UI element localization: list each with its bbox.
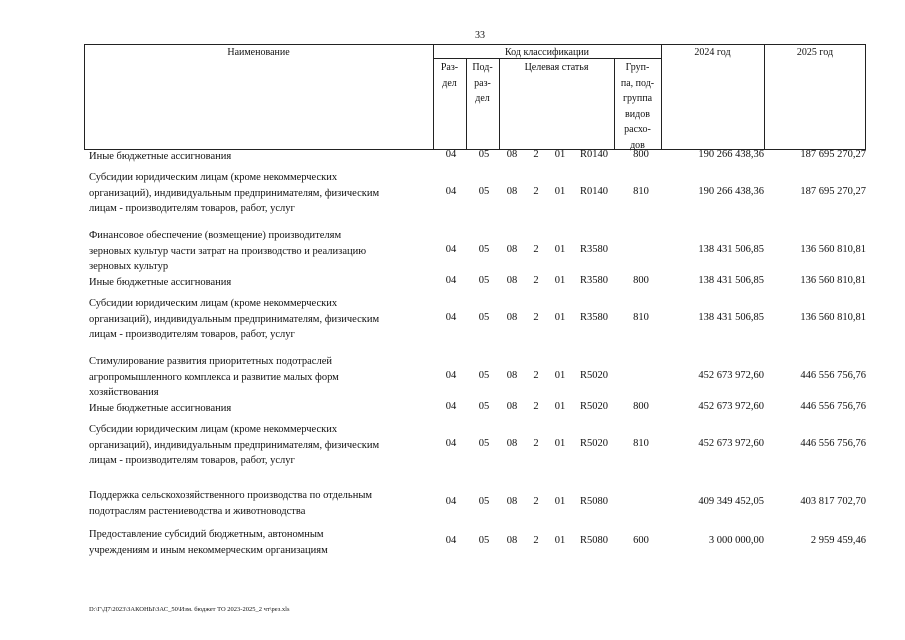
cell-target-event: 01 [554,401,566,412]
cell-amount-2025: 136 560 810,81 [800,243,866,255]
cell-name-line: Иные бюджетные ассигнования [89,277,232,288]
cell-target-direction: R5020 [579,401,608,412]
cell-target-subprogram: 2 [533,149,539,160]
cell-target-direction: R3580 [579,243,608,255]
cell-amount-2025: 446 556 756,76 [800,401,866,412]
page-number: 33 [475,30,485,41]
header-podrazdel-line: Под- [472,62,493,73]
cell-podrazdel: 05 [478,243,490,255]
cell-amount-2024: 138 431 506,85 [698,275,764,286]
cell-target-subprogram: 2 [533,243,539,255]
cell-target-event: 01 [554,369,566,381]
cell-target-event: 01 [554,496,566,507]
cell-expense-group: 800 [633,401,649,412]
cell-target-direction: R3580 [579,311,608,323]
column-divider [661,44,662,150]
cell-target-subprogram: 2 [533,369,539,381]
cell-target-event: 01 [554,311,566,323]
cell-podrazdel: 05 [478,311,490,323]
cell-target-direction: R3580 [579,275,608,286]
header-podrazdel-line: дел [475,93,490,104]
cell-name [89,422,429,469]
header-group-line: видов [625,108,650,120]
cell-expense-group: 800 [633,149,649,160]
cell-amount-2024: 452 673 972,60 [698,437,764,449]
cell-amount-2024: 452 673 972,60 [698,369,764,381]
header-group-line: Груп- [625,62,650,73]
cell-target-event: 01 [554,535,566,546]
cell-expense-group: 810 [633,311,649,323]
cell-target-event: 01 [554,437,566,449]
cell-razdel: 04 [445,496,457,507]
cell-name [89,149,429,165]
cell-podrazdel: 05 [478,496,490,507]
header-target: Целевая статья [524,62,589,73]
cell-razdel: 04 [445,437,457,449]
cell-target-subprogram: 2 [533,275,539,286]
cell-podrazdel: 05 [478,401,490,412]
cell-name-line: хозяйствования [89,387,159,398]
cell-target-event: 01 [554,243,566,255]
cell-podrazdel: 05 [478,275,490,286]
cell-amount-2024: 409 349 452,05 [698,496,764,507]
cell-name-line: организаций), индивидуальным предпринимателям, физическим [89,187,380,199]
cell-amount-2024: 190 266 438,36 [698,185,764,197]
header-razdel-line: дел [442,77,457,89]
cell-target-direction: R5080 [579,535,608,546]
cell-name [89,275,429,291]
cell-expense-group: 800 [633,275,649,286]
cell-name-line: Стимулирование развития приоритетных подотраслей [89,356,332,367]
cell-name-line: зерновых культур части затрат на производство и реализацию [89,245,367,257]
cell-name-line: Поддержка сельскохозяйственного производства по отдельным [89,490,373,501]
cell-amount-2025: 2 959 459,46 [810,535,866,546]
cell-target-direction: R5080 [579,496,608,507]
file-path-footer: D:\Г\Д7\2023\ЗАКОНЫ\ЗАС_50\Изм. бюджет ТО 2023-2025_2 чт\рез.xls [89,606,290,613]
header-name: Наименование [227,47,290,58]
cell-amount-2025: 446 556 756,76 [800,369,866,381]
column-divider [764,44,765,150]
cell-name [89,401,429,417]
cell-target-subprogram: 2 [533,496,539,507]
cell-name [89,527,429,558]
cell-target-subprogram: 2 [533,185,539,197]
cell-target-subprogram: 2 [533,535,539,546]
cell-target-event: 01 [554,275,566,286]
cell-podrazdel: 05 [478,185,490,197]
header-podrazdel [466,60,499,107]
cell-razdel: 04 [445,369,457,381]
header-group-line: расхо- [624,124,651,135]
cell-name-line: Финансовое обеспечение (возмещение) производителям [89,230,342,241]
header-razdel [433,60,466,91]
cell-amount-2025: 187 695 270,27 [800,149,866,160]
cell-name-line: Предоставление субсидий бюджетным, автономным [89,529,324,540]
cell-name-line: организаций), индивидуальным предпринимателям, физическим [89,313,380,325]
cell-amount-2024: 3 000 000,00 [708,535,764,546]
cell-name-line: Иные бюджетные ассигнования [89,403,232,414]
cell-name-line: агропромышленного комплекса и развитие малых форм [89,371,339,383]
cell-razdel: 04 [445,535,457,546]
cell-target-program: 08 [506,243,518,255]
cell-amount-2025: 403 817 702,70 [800,496,866,507]
header-podrazdel-line: раз- [474,77,491,89]
cell-amount-2025: 136 560 810,81 [800,311,866,323]
cell-name [89,488,429,519]
cell-target-direction: R5020 [579,437,608,449]
cell-name-line: учреждениям и иным некоммерческим организациям [89,544,328,556]
cell-name-line: Иные бюджетные ассигнования [89,151,232,162]
header-year-2024: 2024 год [694,47,731,58]
cell-target-program: 08 [506,535,518,546]
cell-target-direction: R0140 [579,185,608,197]
cell-name-line: Субсидии юридическим лицам (кроме некоммерческих [89,298,338,309]
cell-expense-group: 810 [633,185,649,197]
cell-razdel: 04 [445,311,457,323]
header-group [614,60,661,153]
cell-target-program: 08 [506,437,518,449]
cell-target-event: 01 [554,185,566,197]
cell-amount-2025: 446 556 756,76 [800,437,866,449]
cell-name-line: лицам - производителям товаров, работ, услуг [89,455,295,466]
cell-target-subprogram: 2 [533,311,539,323]
cell-target-program: 08 [506,311,518,323]
cell-target-direction: R5020 [579,369,608,381]
cell-podrazdel: 05 [478,149,490,160]
cell-target-program: 08 [506,275,518,286]
cell-target-program: 08 [506,496,518,507]
cell-target-program: 08 [506,369,518,381]
header-group-line: па, под- [620,77,655,89]
cell-target-program: 08 [506,401,518,412]
cell-name [89,228,429,275]
cell-name-line: зерновых культур [89,261,169,272]
cell-podrazdel: 05 [478,369,490,381]
cell-razdel: 04 [445,401,457,412]
cell-name-line: Субсидии юридическим лицам (кроме некоммерческих [89,172,338,183]
cell-target-program: 08 [506,185,518,197]
cell-amount-2024: 452 673 972,60 [698,401,764,412]
header-year-2025: 2025 год [796,47,834,58]
cell-podrazdel: 05 [478,535,490,546]
cell-target-subprogram: 2 [533,437,539,449]
cell-target-program: 08 [506,149,518,160]
cell-name [89,170,429,217]
cell-amount-2025: 136 560 810,81 [800,275,866,286]
header-group-line: дов [630,139,645,151]
cell-razdel: 04 [445,243,457,255]
cell-target-event: 01 [554,149,566,160]
cell-expense-group: 600 [633,535,649,546]
cell-name-line: организаций), индивидуальным предпринимателям, физическим [89,439,380,451]
cell-name-line: Субсидии юридическим лицам (кроме некоммерческих [89,424,338,435]
cell-razdel: 04 [445,275,457,286]
cell-name-line: лицам - производителям товаров, работ, услуг [89,203,295,214]
cell-name [89,354,429,401]
cell-target-direction: R0140 [579,149,608,160]
cell-razdel: 04 [445,185,457,197]
header-code: Код классификации [504,47,590,58]
cell-name [89,296,429,343]
cell-amount-2025: 187 695 270,27 [800,185,866,197]
cell-expense-group: 810 [633,437,649,449]
cell-name-line: лицам - производителям товаров, работ, услуг [89,329,295,340]
cell-razdel: 04 [445,149,457,160]
cell-amount-2024: 138 431 506,85 [698,243,764,255]
cell-amount-2024: 138 431 506,85 [698,311,764,323]
header-razdel-line: Раз- [440,62,459,73]
cell-target-subprogram: 2 [533,401,539,412]
cell-podrazdel: 05 [478,437,490,449]
cell-amount-2024: 190 266 438,36 [698,149,764,160]
header-group-line: группа [622,93,653,104]
cell-name-line: подотраслям растениеводства и животноводства [89,505,306,517]
